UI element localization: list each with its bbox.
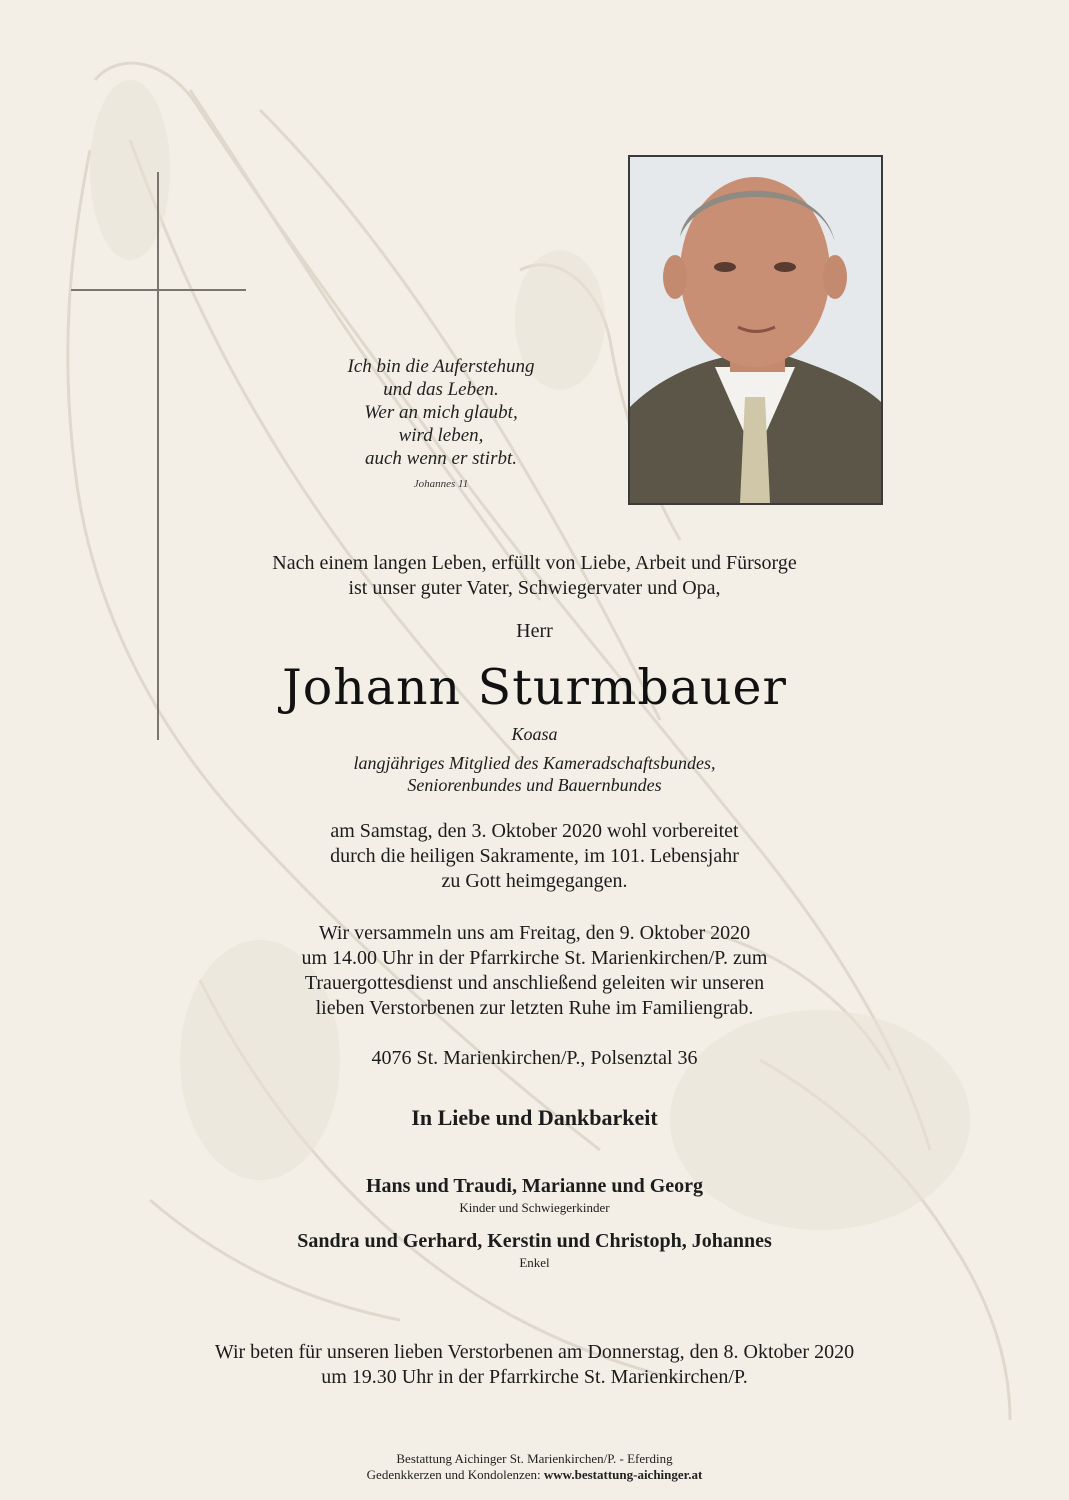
cross-vertical bbox=[157, 172, 159, 740]
membership-text bbox=[0, 752, 1069, 796]
passing-line: durch die heiligen Sakramente, im 101. Lebensjahr bbox=[330, 845, 739, 867]
intro-text bbox=[0, 551, 1069, 601]
family-children: Hans und Traudi, Marianne und Georg bbox=[365, 1175, 704, 1197]
intro-line: ist unser guter Vater, Schwiegervater und Opa, bbox=[348, 577, 721, 599]
family-children-relation: Kinder und Schwiegerkinder bbox=[459, 1200, 610, 1215]
footer-website-link[interactable]: www.bestattung-aichinger.at bbox=[543, 1467, 703, 1482]
footer-condolences-label: Gedenkkerzen und Kondolenzen: bbox=[366, 1467, 541, 1482]
bible-quote bbox=[300, 355, 582, 470]
closing-line: In Liebe und Dankbarkeit bbox=[411, 1105, 658, 1130]
funeral-line: Wir versammeln uns am Freitag, den 9. Oktober 2020 bbox=[318, 922, 751, 944]
passing-line: zu Gott heimgegangen. bbox=[441, 870, 628, 892]
membership-line: langjähriges Mitglied des Kameradschaftsbundes, bbox=[353, 753, 716, 773]
funeral-text bbox=[0, 921, 1069, 1021]
passing-line: am Samstag, den 3. Oktober 2020 wohl vorbereitet bbox=[330, 820, 739, 842]
footer-condolences bbox=[0, 1467, 1069, 1483]
footer bbox=[0, 1451, 1069, 1483]
quote-line: Ich bin die Auferstehung bbox=[347, 356, 535, 377]
membership-line: Seniorenbundes und Bauernbundes bbox=[407, 775, 662, 795]
intro-line: Nach einem langen Leben, erfüllt von Liebe, Arbeit und Fürsorge bbox=[272, 552, 797, 574]
footer-company: Bestattung Aichinger St. Marienkirchen/P. - Eferding bbox=[396, 1451, 673, 1466]
funeral-line: lieben Verstorbenen zur letzten Ruhe im Familiengrab. bbox=[315, 997, 754, 1019]
family-grandchildren-relation: Enkel bbox=[519, 1255, 550, 1270]
deceased-name: Johann Sturmbauer bbox=[282, 659, 787, 716]
funeral-line: um 14.00 Uhr in der Pfarrkirche St. Marienkirchen/P. zum bbox=[301, 947, 768, 969]
quote-line: und das Leben. bbox=[383, 379, 499, 400]
salutation: Herr bbox=[516, 620, 553, 642]
quote-source: Johannes 11 bbox=[413, 478, 469, 490]
address: 4076 St. Marienkirchen/P., Polsenztal 36 bbox=[371, 1047, 698, 1069]
prayer-text bbox=[0, 1340, 1069, 1390]
funeral-line: Trauergottesdienst und anschließend geleiten wir unseren bbox=[304, 972, 765, 994]
prayer-line: um 19.30 Uhr in der Pfarrkirche St. Marienkirchen/P. bbox=[321, 1366, 748, 1388]
portrait-photo bbox=[628, 155, 883, 505]
passing-text bbox=[0, 819, 1069, 894]
quote-line: wird leben, bbox=[398, 425, 484, 446]
prayer-line: Wir beten für unseren lieben Verstorbenen am Donnerstag, den 8. Oktober 2020 bbox=[214, 1341, 855, 1363]
family-grandchildren: Sandra und Gerhard, Kerstin und Christoph, Johannes bbox=[297, 1230, 772, 1252]
cross-horizontal bbox=[71, 289, 246, 291]
nickname: Koasa bbox=[511, 724, 558, 744]
quote-line: Wer an mich glaubt, bbox=[364, 402, 518, 423]
quote-line: auch wenn er stirbt. bbox=[365, 448, 517, 469]
